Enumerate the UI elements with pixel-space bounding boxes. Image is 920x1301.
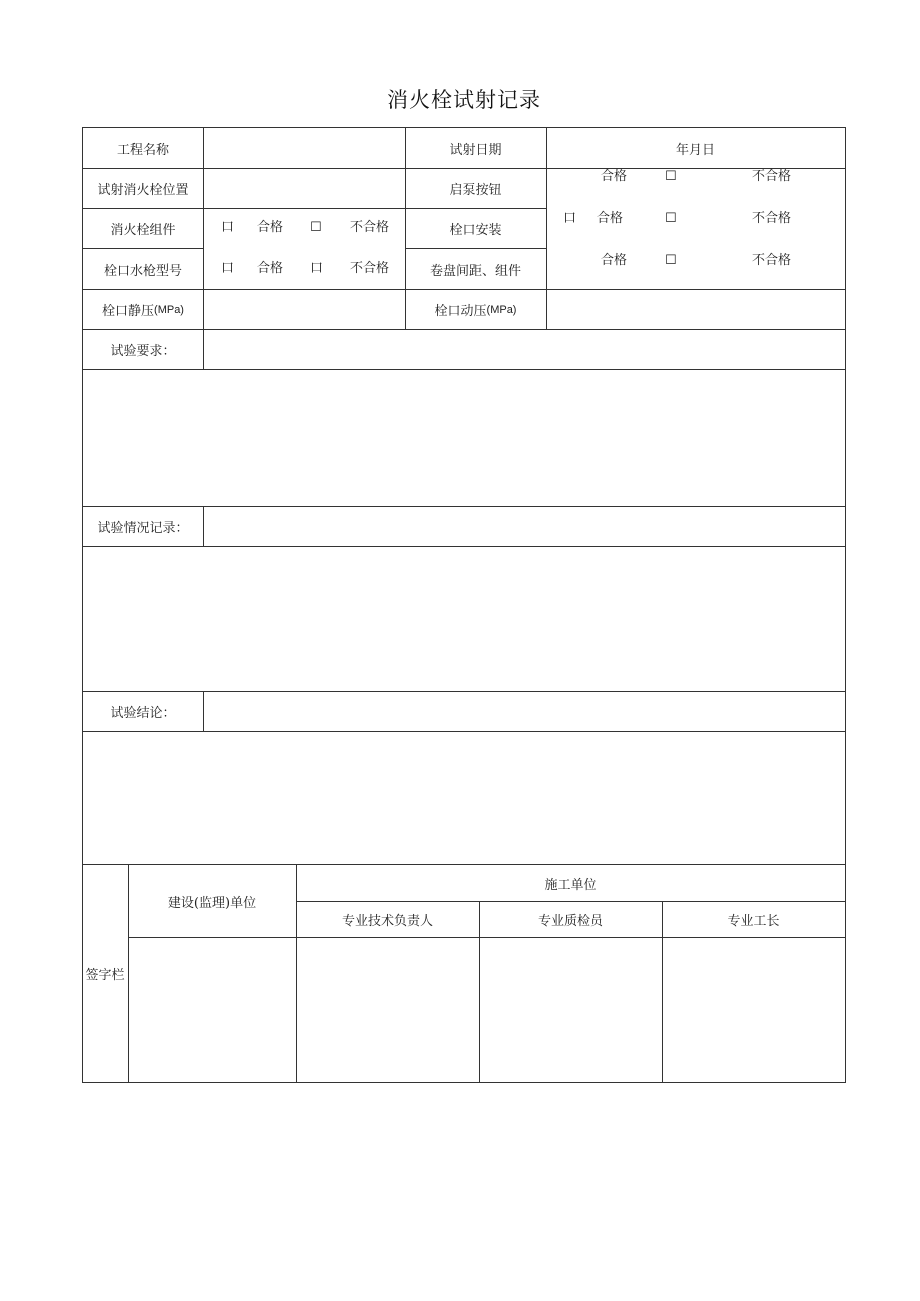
dynamic-pressure-label [405,290,546,329]
install-pass-label: 合格 [597,211,624,226]
owner-unit-label: 建设(监理)单位 [167,895,257,911]
contractor-unit-label: 施工单位 [544,877,597,893]
nozzle-pass-checkbox[interactable]: 口 [221,261,235,276]
component-pass-label: 合格 [257,220,284,235]
install-pass-checkbox[interactable]: 口 [563,211,577,226]
test-date-label: 试射日期 [449,142,502,158]
test-conclusion-label: 试验结论： [110,706,176,721]
reel-fail-label: 不合格 [752,253,792,268]
foreman-signature-field[interactable] [663,938,845,1082]
signature-section-label: 签字栏 [85,968,125,983]
static-pressure-field[interactable] [204,290,405,329]
nozzle-fail-checkbox[interactable]: 口 [310,261,324,276]
static-pressure-label [82,290,204,329]
component-fail-label: 不合格 [350,220,390,235]
reel-fail-checkbox[interactable]: ☐ [665,253,677,268]
pump-button-label: 启泵按钮 [449,183,502,198]
component-fail-checkbox[interactable]: ☐ [310,220,322,235]
nozzle-model-label: 栓口水枪型号 [103,263,182,279]
nozzle-fail-label: 不合格 [350,261,390,276]
static-pressure-unit: (MPa) [154,303,184,316]
test-record-area[interactable] [83,547,845,691]
outlet-install-label: 栓口安装 [449,223,502,238]
qc-inspector-label: 专业质检员 [537,914,603,929]
test-conclusion-header-field[interactable] [204,692,845,731]
test-requirements-header-field[interactable] [204,330,845,369]
reel-spacing-label: 卷盘间距、组件 [429,263,521,279]
test-record-label: 试验情况记录： [97,521,189,536]
project-name-field[interactable] [204,128,405,168]
hydrant-component-label: 消火栓组件 [110,223,176,238]
table-border-bottom [82,1082,846,1083]
reel-pass-label: 合格 [601,253,628,268]
hydrant-location-label: 试射消火栓位置 [97,183,189,198]
pump-pass-label: 合格 [601,169,628,184]
pump-fail-label: 不合格 [752,169,792,184]
test-record-header-field[interactable] [204,507,845,546]
hydrant-location-field[interactable] [204,169,405,208]
tech-lead-signature-field[interactable] [297,938,479,1082]
static-pressure-text: 栓口静压 [102,304,155,319]
test-requirements-area[interactable] [83,370,845,506]
dynamic-pressure-text: 栓口动压 [434,304,487,319]
test-requirements-label: 试验要求： [110,344,176,359]
qc-inspector-signature-field[interactable] [480,938,662,1082]
page-title: 消火栓试射记录 [387,88,541,112]
owner-signature-field[interactable] [129,938,296,1082]
nozzle-pass-label: 合格 [257,261,284,276]
component-pass-checkbox[interactable]: 口 [221,220,235,235]
dynamic-pressure-unit: (MPa) [486,303,517,316]
pump-fail-checkbox[interactable]: ☐ [665,169,677,184]
tech-lead-label: 专业技术负责人 [341,914,433,929]
install-fail-checkbox[interactable]: ☐ [665,211,677,226]
test-date-field[interactable]: 年月日 [675,142,715,158]
install-fail-label: 不合格 [752,211,792,226]
dynamic-pressure-field[interactable] [546,290,845,329]
test-conclusion-area[interactable] [83,732,845,864]
project-name-label: 工程名称 [116,142,169,158]
foreman-label: 专业工长 [727,914,780,929]
table-border-right [845,127,846,1083]
